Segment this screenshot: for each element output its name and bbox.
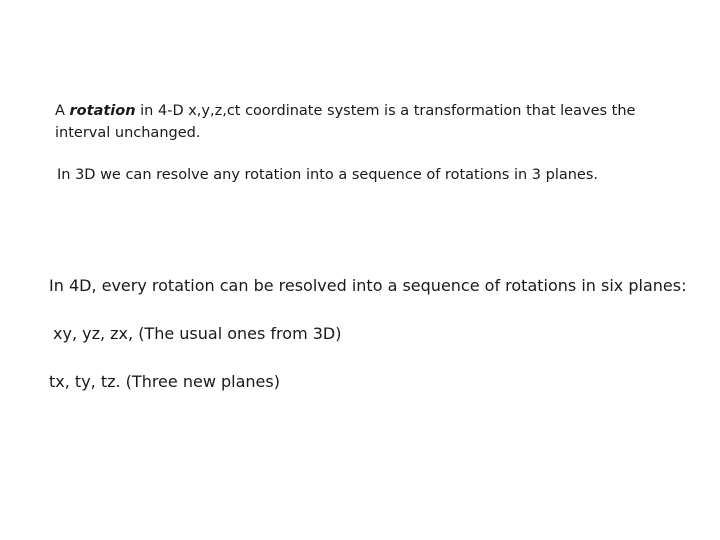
intro-paragraph <box>55 100 655 144</box>
resolve-4d-text: In 4D, every rotation can be resolved into a sequence of rotations in six planes: <box>49 276 687 295</box>
rotation-emphasis: rotation <box>69 103 136 119</box>
four-d-section <box>49 274 709 391</box>
resolve-3d-text: In 3D we can resolve any rotation into a sequence of rotations in 3 planes. <box>57 167 599 183</box>
intro-line-2: interval unchanged. <box>55 125 201 141</box>
intro-line-1-rest: in 4-D x,y,z,ct coordinate system is a transformation that leaves the <box>135 103 636 119</box>
intro-line-1 <box>55 100 655 122</box>
new-planes-text: tx, ty, tz. (Three new planes) <box>49 372 280 391</box>
usual-planes-text: xy, yz, zx, (The usual ones from 3D) <box>53 324 342 343</box>
intro-prefix: A <box>55 103 70 119</box>
